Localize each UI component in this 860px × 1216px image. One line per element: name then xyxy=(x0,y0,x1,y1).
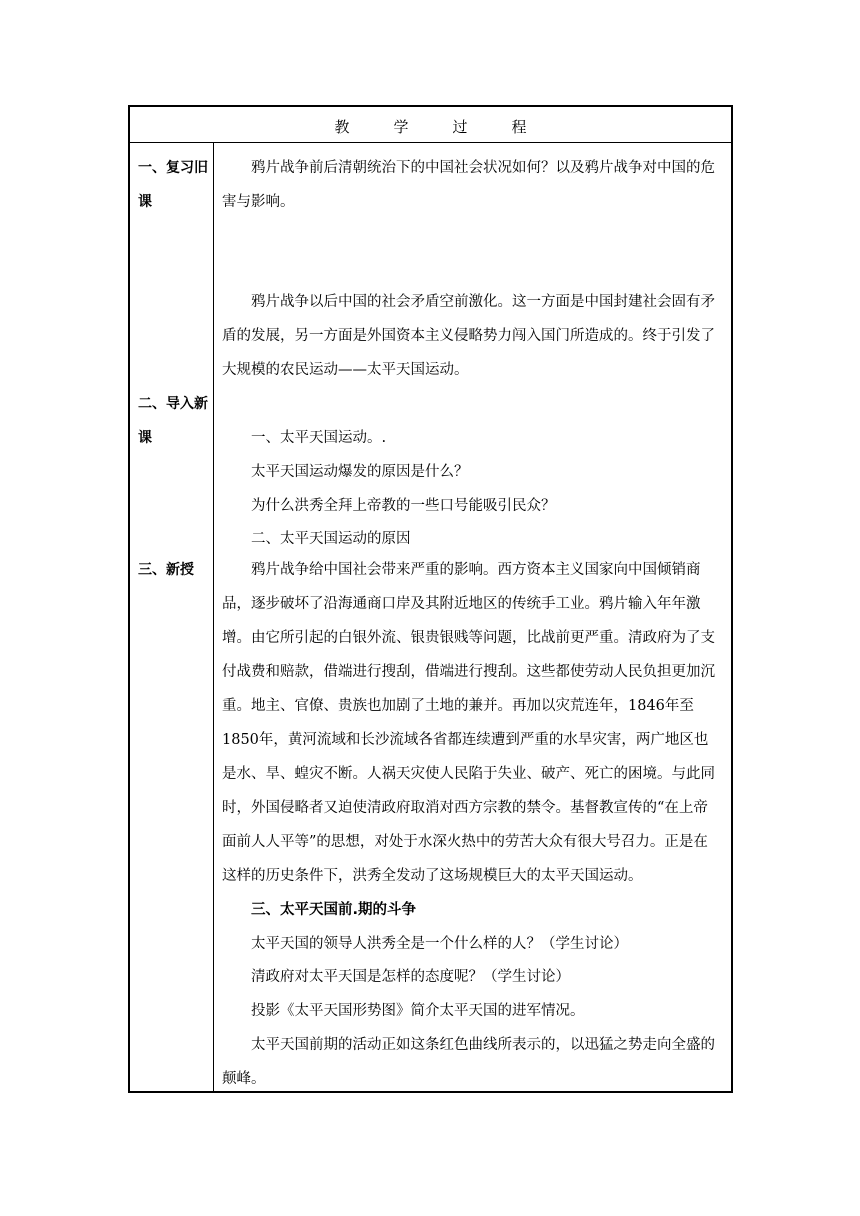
content-column xyxy=(214,143,731,1091)
label-new: 三、新授 xyxy=(138,562,194,578)
paragraph-question-4: 清政府对太平天国是怎样的态度呢？（学生讨论） xyxy=(251,969,570,985)
paragraph-heading-3: 三、太平天国前.期的斗争 xyxy=(251,902,417,918)
paragraph-projection: 投影《太平天国形势图》简介太平天国的进军情况。 xyxy=(251,1003,585,1019)
paragraph-heading-2: 二、太平天国运动的原因 xyxy=(251,531,411,547)
paragraph-question-2: 为什么洪秀全拜上帝教的一些口号能吸引民众？ xyxy=(251,498,556,514)
label-review: 一、复习旧课 xyxy=(138,160,208,210)
paragraph-conclusion: 太平天国前期的活动正如这条红色曲线所表示的，以迅猛之势走向全盛的颠峰。 xyxy=(222,1037,715,1087)
paragraph-causes: 鸦片战争给中国社会带来严重的影响。西方资本主义国家向中国倾销商品，逐步破坏了沿海通商口岸及其附近地区的传统手工业。鸦片输入年年激增。由它所引起的白银外流、银贵银贱等问题，比战前更严重。清政府为了支付战费和赔款，借端进行搜刮，借端进行搜刮。这些都使劳动人民负担更加沉重。地主、官僚、贵族也加剧了土地的兼并。再加以灾荒连年，1846年至1850年，黄河流域和长沙流域各省都连续遭到严重的水旱灾害，两广地区也是水、旱、蝗灾不断。人祸天灾使人民陷于失业、破产、死亡的困境。与此同时，外国侵略者又迫使清政府取消对西方宗教的禁令。基督教宣传的“在上帝面前人人平等”的思想，对处于水深火热中的劳苦大众有很大号召力。正是在这样的历史条件下，洪秀全发动了这场规模巨大的太平天国运动。 xyxy=(222,562,715,884)
paragraph-heading-1: 一、太平天国运动。. xyxy=(251,430,387,446)
section-label-column xyxy=(130,143,214,1091)
lesson-table xyxy=(128,105,733,1093)
table-header-row xyxy=(130,107,731,143)
paragraph-review-question: 鸦片战争前后清朝统治下的中国社会状况如何？以及鸦片战争对中国的危害与影响。 xyxy=(222,160,715,210)
table-header-title: 教学过程 xyxy=(334,118,571,136)
paragraph-question-1: 太平天国运动爆发的原因是什么？ xyxy=(251,464,469,480)
paragraph-question-3: 太平天国的领导人洪秀全是一个什么样的人？（学生讨论） xyxy=(251,936,628,952)
paragraph-intro: 鸦片战争以后中国的社会矛盾空前激化。这一方面是中国封建社会固有矛盾的发展，另一方面是外国资本主义侵略势力闯入国门所造成的。终于引发了大规模的农民运动——太平天国运动。 xyxy=(222,294,715,378)
label-intro: 二、导入新课 xyxy=(138,396,208,446)
